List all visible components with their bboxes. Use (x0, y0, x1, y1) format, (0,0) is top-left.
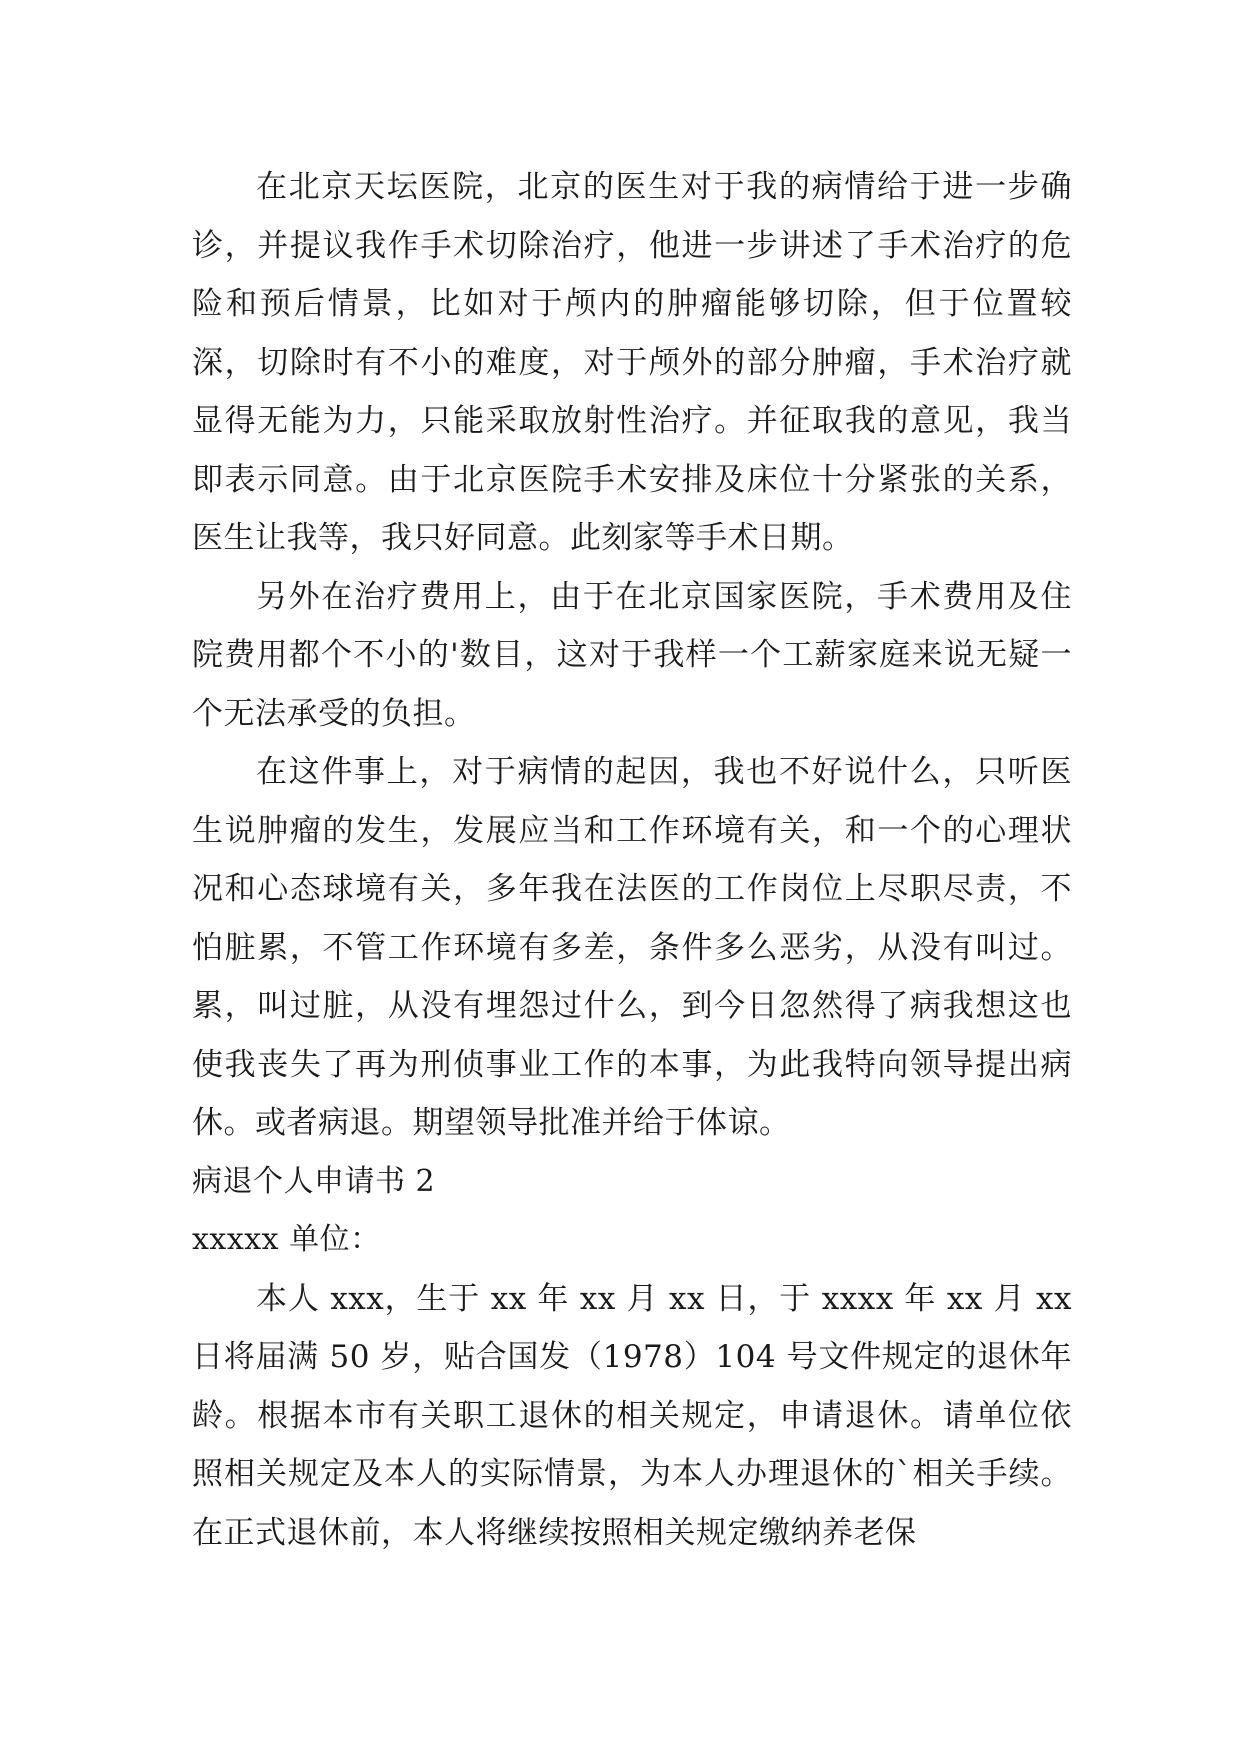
paragraph-retirement-request: 本人 xxx，生于 xx 年 xx 月 xx 日，于 xxxx 年 xx 月 xx 日将届满 50 岁，贴合国发（1978）104 号文件规定的退休年龄。根据本市有关职工退休的相关规定，申请退休。请单位依照相关规定及本人的实际情景，为本人办理退休的`相关手续。在正式退休前，本人将继续按照相关规定缴纳养老保 (192, 1280, 1072, 1551)
paragraph-illness-cause: 在这件事上，对于病情的起因，我也不好说什么，只听医生说肿瘤的发生，发展应当和工作环境有关，和一个的心理状况和心态球境有关，多年我在法医的工作岗位上尽职尽责，不怕脏累，不管工作环境有多差，条件多么恶劣，从没有叫过。累，叫过脏，从没有埋怨过什么，到今日忽然得了病我想这也使我丧失了再为刑侦事业工作的本事，为此我特向领导提出病休。或者病退。期望领导批准并给于体谅。 (192, 754, 1072, 1141)
salutation: xxxxx 单位： (192, 1222, 381, 1257)
paragraph-treatment-cost: 另外在治疗费用上，由于在北京国家医院，手术费用及住院费用都个不小的'数目，这对于我样一个工薪家庭来说无疑一个无法承受的负担。 (192, 578, 1072, 732)
document-body (192, 158, 1072, 1562)
paragraph-hospital-diagnosis: 在北京天坛医院，北京的医生对于我的病情给于进一步确诊，并提议我作手术切除治疗，他进一步讲述了手术治疗的危险和预后情景，比如对于颅内的肿瘤能够切除，但于位置较深，切除时有不小的难度，对于颅外的部分肿瘤，手术治疗就显得无能为力，只能采取放射性治疗。并征取我的意见，我当即表示同意。由于北京医院手术安排及床位十分紧张的关系，医生让我等，我只好同意。此刻家等手术日期。 (192, 169, 1072, 556)
section-title: 病退个人申请书 2 (192, 1163, 436, 1199)
